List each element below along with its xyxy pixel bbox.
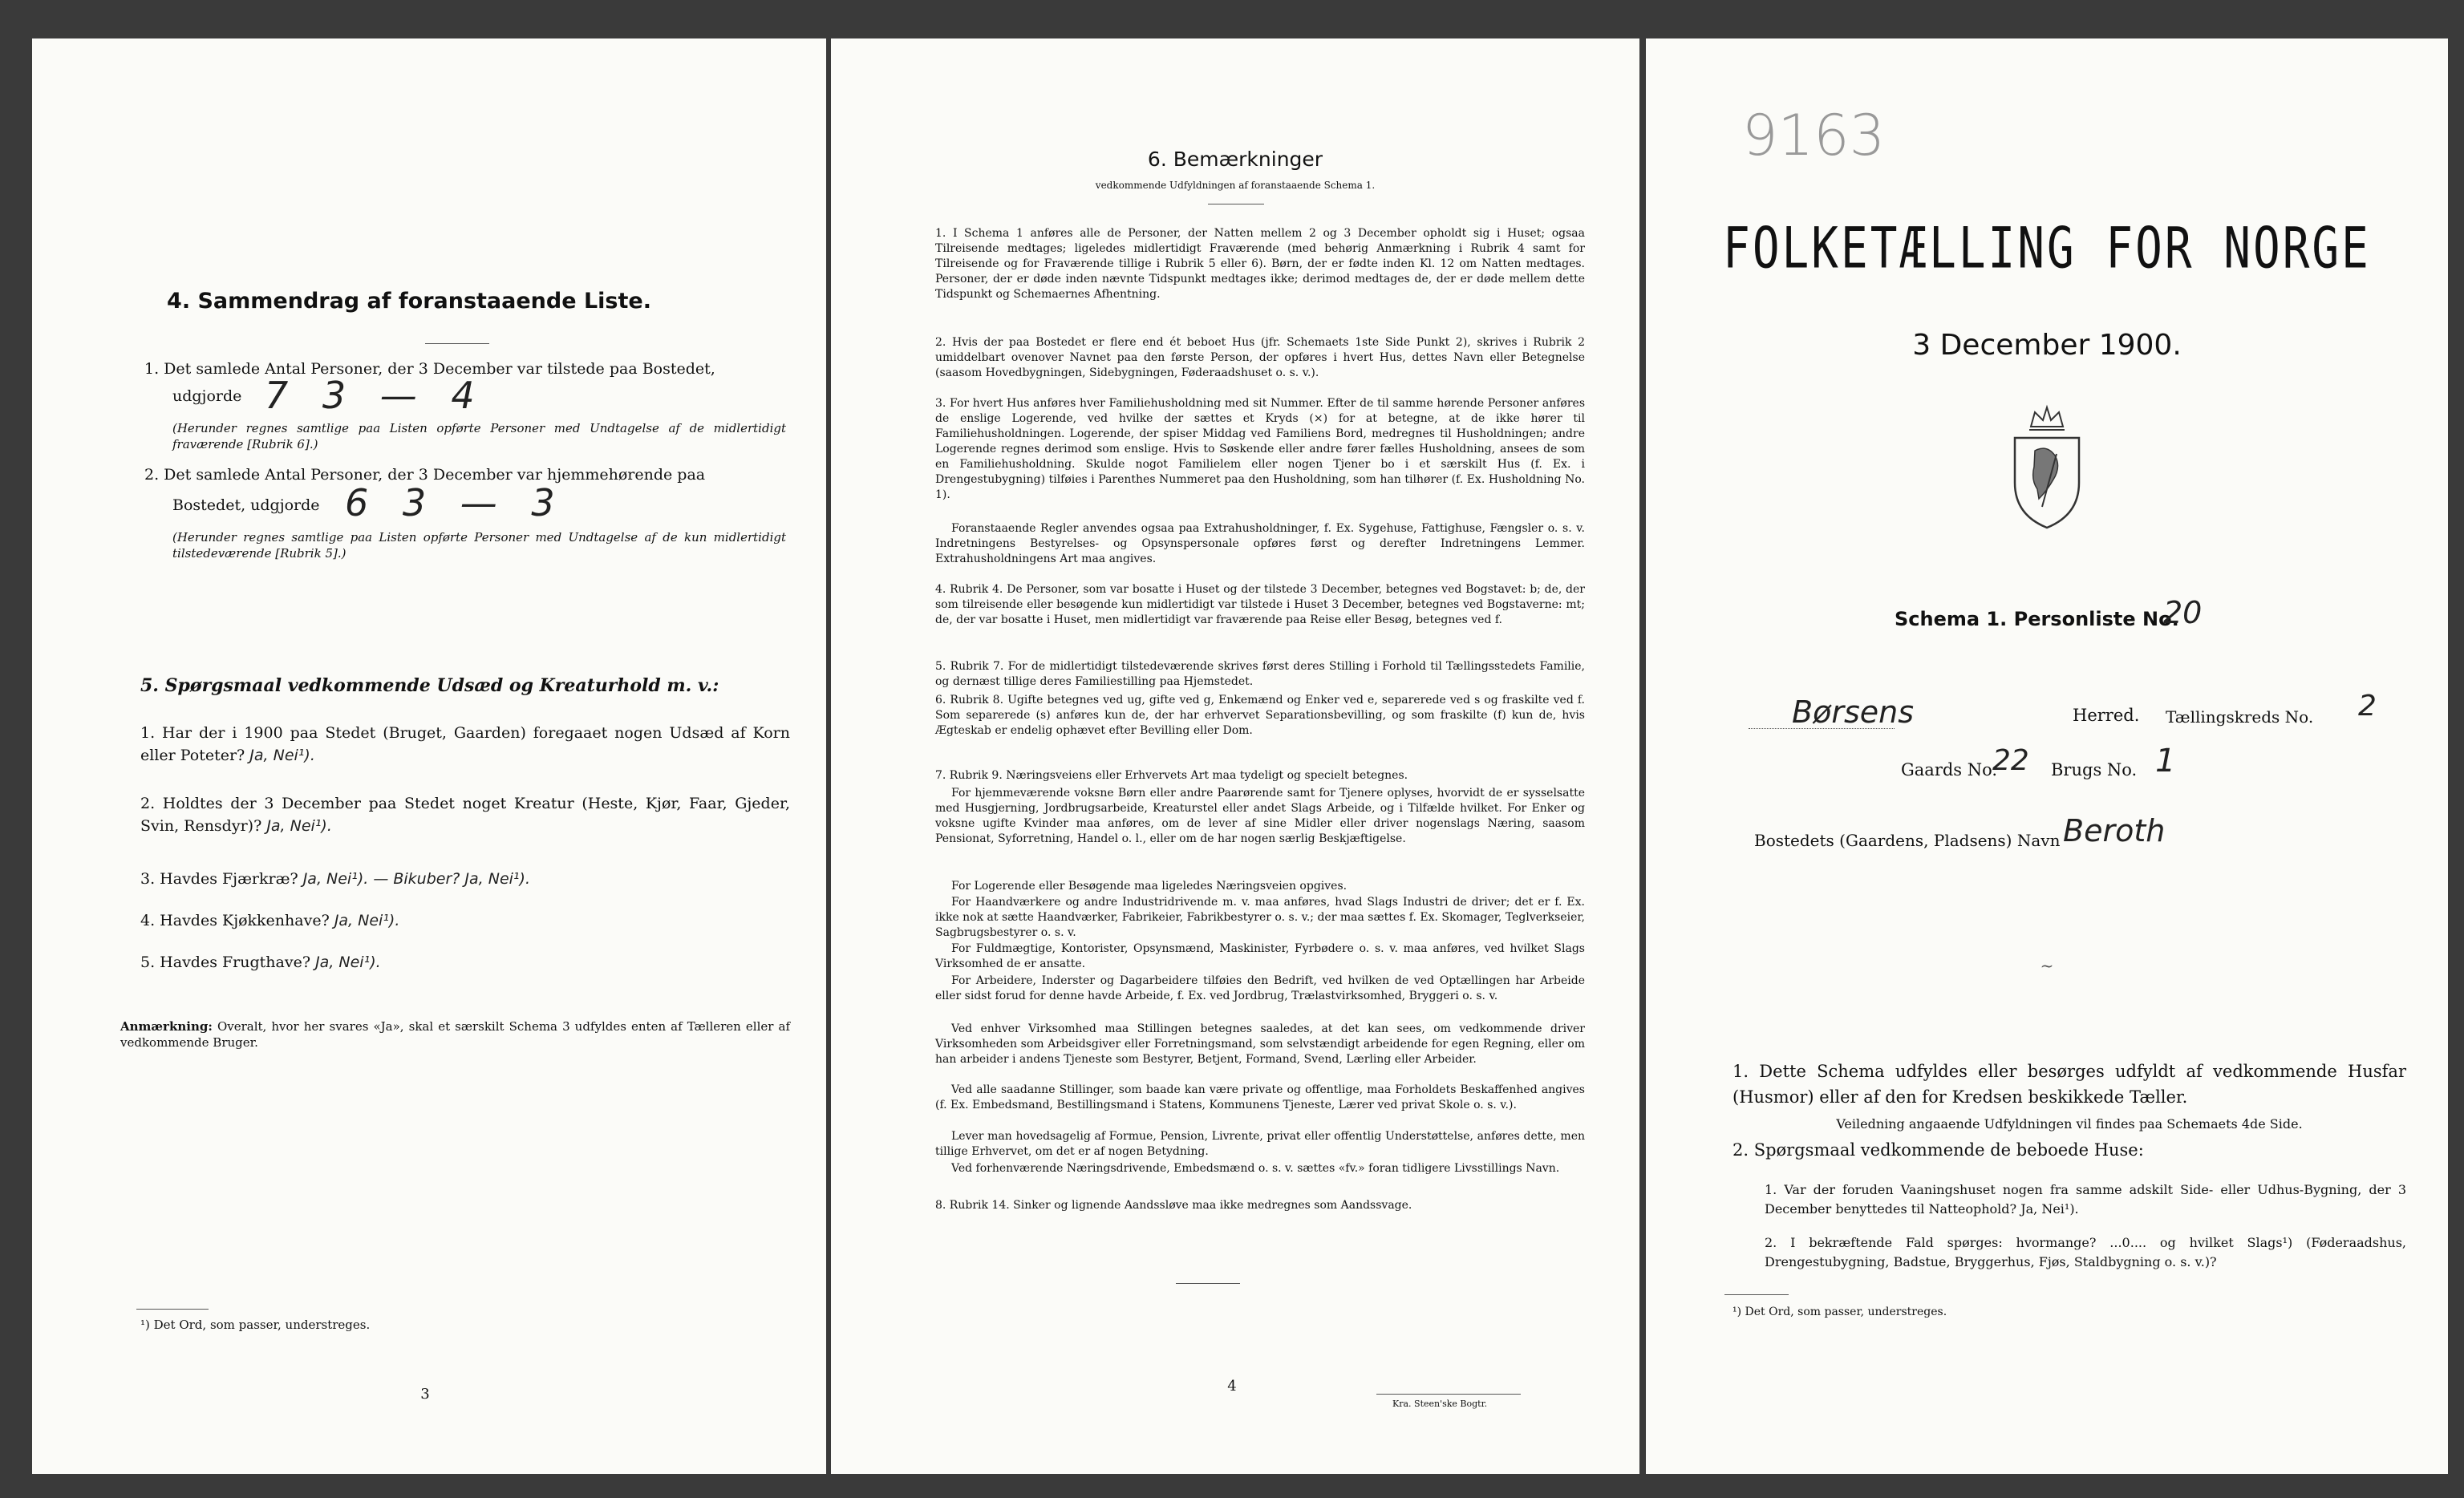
item-7-h: Lever man hovedsagelig af Formue, Pension, Livrente, privat eller offentlig Understøttelse, anføres dette, men tillige Erhvervet, om det er af nogen Betydning.	[935, 1130, 1585, 1158]
footnote-rule	[136, 1309, 209, 1310]
q5-4-answer: Ja, Nei¹).	[334, 912, 400, 929]
census-date: 3 December 1900.	[1912, 329, 2182, 362]
herred-name: Børsens	[1792, 694, 1914, 730]
main-title: FOLKETÆLLING FOR NORGE	[1723, 216, 2371, 282]
q2-text: 2. Det samlede Antal Personer, der 3 December var hjemmehørende paa	[144, 466, 706, 484]
q1-prefix: udgjorde	[172, 387, 242, 405]
divider	[425, 343, 489, 344]
page-3	[32, 38, 826, 1474]
q5-2: 2. Holdtes der 3 December paa Stedet noget Kreatur (Heste, Kjør, Faar, Gjeder, Svin, Rensdyr)? Ja, Nei¹).	[140, 795, 790, 835]
archive-number: 9163	[1742, 103, 1886, 168]
ornament: ~	[2040, 956, 2054, 975]
item-5: 5. Rubrik 7. For de midlertidigt tilstedeværende skrives først deres Stilling i Forhold til Tællingsstedets Familie, og dernæst tillige deres Familiestilling paa Hjemstedet.	[935, 660, 1585, 688]
item-7-b: For Logerende eller Besøgende maa ligeledes Næringsveien opgives.	[951, 880, 1348, 893]
q5-4: 4. Havdes Kjøkkenhave? Ja, Nei¹).	[140, 912, 400, 929]
q2-handwritten: 6 3 — 3	[345, 481, 566, 524]
item-7-c: For Haandværkere og andre Industridrivende m. v. maa anføres, hvad Slags Industri de driver; det er f. Ex. ikke nok at sætte Haandværker, Fabrikeier, Fabrikbestyrer o. s. v.; der maa sættes f. Ex. Skomager, Teglverkseier, Sagbrugsbestyrer o. s. v.	[935, 896, 1585, 939]
footnote-rule	[1724, 1294, 1789, 1295]
item-7-e: For Arbeidere, Inderster og Dagarbeidere tilføies den Bedrift, ved hvilken de ved Optællingen har Arbeide eller sidst forud for denne havde Arbeide, f. Ex. ved Jordbrug, Trælastvirksomhed, Bryggeri o. s. v.	[935, 974, 1585, 1002]
kreds-label: Tællingskreds No.	[2166, 707, 2314, 727]
q5-5-answer: Ja, Nei¹).	[315, 953, 381, 971]
brugs-number: 1	[2155, 743, 2176, 779]
section-4-title: 4. Sammendrag af foranstaaende Liste.	[167, 289, 651, 314]
instruction-1-sub: Veiledning angaaende Udfyldningen vil findes paa Schemaets 4de Side.	[1836, 1116, 2303, 1132]
instruction-2: 2. Spørgsmaal vedkommende de beboede Huse:	[1732, 1140, 2144, 1160]
q5-3-answer: Ja, Nei¹). — Bikuber? Ja, Nei¹).	[302, 870, 530, 888]
item-7-d: For Fuldmægtige, Kontorister, Opsynsmænd, Maskinister, Fyrbødere o. s. v. maa anføres, ved hvilket Slags Virksomhed de er ansatte.	[935, 942, 1585, 970]
coat-of-arms-icon	[2007, 403, 2087, 531]
q5-1: 1. Har der i 1900 paa Stedet (Bruget, Gaarden) foregaaet nogen Udsæd af Korn eller Poteter? Ja, Nei¹).	[140, 724, 790, 764]
anm-label: Anmærkning:	[120, 1019, 213, 1034]
item-3-extra: Foranstaaende Regler anvendes ogsaa paa Extrahusholdninger, f. Ex. Sygehuse, Fattighuse, Fængsler o. s. v. Indretningens Bestyrelses- og Opsynspersonale opføres først og derefter Indretningens Lemmer. Extrahusholdningens Art maa angives.	[935, 522, 1585, 565]
kreds-number: 2	[2358, 690, 2377, 723]
q2-note: (Herunder regnes samtlige paa Listen opførte Personer med Undtagelse af de kun midlertidigt tilstedeværende [Rubrik 5].)	[172, 530, 786, 561]
instruction-2-2: 2. I bekræftende Fald spørges: hvormange? ...0.... og hvilket Slags¹) (Føderaadshus, Drengestubygning, Badstue, Bryggerhus, Fjøs, Staldbygning o. s. v.)?	[1765, 1235, 2406, 1269]
q5-1-answer: Ja, Nei¹).	[249, 747, 315, 764]
q2-prefix: Bostedet, udgjorde	[172, 496, 320, 514]
q5-5: 5. Havdes Frugthave? Ja, Nei¹).	[140, 953, 381, 971]
schema-label: Schema 1. Personliste No.	[1895, 608, 2179, 630]
item-7-a: For hjemmeværende voksne Børn eller andre Paarørende samt for Tjenere oplyses, hvorvidt de er sysselsatte med Husgjerning, Jordbrugsarbeide, Kreaturstel eller andet Slags Arbeide, og i Tilfælde hvilket. For Enker og voksne ugifte Kvinder maa anføres, om de lever af sine Midler eller driver nogenslags Næring, saasom Pensionat, Syforretning, Handel o. l., eller om de har nogen særlig Beskjæftigelse.	[935, 787, 1585, 845]
page-1	[1646, 38, 2448, 1474]
q5-3: 3. Havdes Fjærkræ? Ja, Nei¹). — Bikuber? Ja, Nei¹).	[140, 870, 530, 888]
q1-handwritten: 7 3 — 4	[265, 374, 486, 417]
item-4: 4. Rubrik 4. De Personer, som var bosatte i Huset og der tilstede 3 December, betegnes ved Bogstavet: b; de, der som tilreisende eller besøgende kun midlertidigt var tilstede i Huset 3 December, betegnes ved Bogstaverne: mt; de, der var bosatte i Huset, men midlertidigt var fraværende paa Reise eller Besøg, betegnes ved f.	[935, 583, 1585, 626]
page-4	[831, 38, 1639, 1474]
gaards-label: Gaards No.	[1901, 760, 1998, 779]
item-2: 2. Hvis der paa Bostedet er flere end ét beboet Hus (jfr. Schemaets 1ste Side Punkt 2), skrives i Rubrik 2 umiddelbart ovenover Navnet paa den første Person, der opføres i hvert Hus, dettes Navn eller Betegnelse (saasom Hovedbygningen, Sidebygningen, Føderaadshuset o. s. v.).	[935, 336, 1585, 379]
brugs-label: Brugs No.	[2051, 760, 2138, 779]
footnote: ¹) Det Ord, som passer, understreges.	[1732, 1306, 1947, 1318]
item-7-g: Ved alle saadanne Stillinger, som baade kan være private og offentlige, maa Forholdets Beskaffenhed angives (f. Ex. Embedsmand, Bestillingsmand i Statens, Kommunens Tjeneste, Lærer ved privat Skole o. s. v.).	[935, 1083, 1585, 1111]
instruction-1: 1. Dette Schema udfyldes eller besørges udfyldt af vedkommende Husfar (Husmor) eller af den for Kredsen beskikkede Tæller.	[1732, 1062, 2406, 1107]
q1-note: (Herunder regnes samtlige paa Listen opførte Personer med Undtagelse af de midlertidigt fraværende [Rubrik 6].)	[172, 421, 786, 451]
page-number: 4	[1227, 1378, 1237, 1395]
page-number: 3	[420, 1386, 430, 1403]
item-7-i: Ved forhenværende Næringsdrivende, Embedsmænd o. s. v. sættes «fv.» foran tidligere Livsstillings Navn.	[951, 1162, 1560, 1175]
herred-label: Herred.	[2073, 706, 2140, 725]
item-8: 8. Rubrik 14. Sinker og lignende Aandssløve maa ikke medregnes som Aandssvage.	[935, 1199, 1412, 1212]
q1-text: 1. Det samlede Antal Personer, der 3 December var tilstede paa Bostedet,	[144, 360, 715, 378]
item-7: 7. Rubrik 9. Næringsveiens eller Erhvervets Art maa tydeligt og specielt betegnes.	[935, 769, 1408, 782]
item-6: 6. Rubrik 8. Ugifte betegnes ved ug, gifte ved g, Enkemænd og Enker ved e, separerede ved s og fraskilte ved f. Som separerede (s) anføres kun de, der har erhvervet Separationsbevilling, og som fraskilte (f) kun de, hvis Ægteskab er endelig ophævet efter Bevilling eller Dom.	[935, 694, 1585, 737]
bosted-label: Bostedets (Gaardens, Pladsens) Navn	[1754, 831, 2061, 850]
item-1: 1. I Schema 1 anføres alle de Personer, der Natten mellem 2 og 3 December opholdt sig i Huset; ogsaa Tilreisende medtages; ligeledes midlertidigt Fraværende (med behørig Anmærkning i Rubrik 4 samt for Tilreisende og for Fraværende tillige i Rubrik 5 eller 6). Børn, der er fødte inden Kl. 12 om Natten medtages. Personer, der er døde inden nævnte Tidspunkt medtages ikke; derimod medtages de, der er døde mellem dette Tidspunkt og Schemaernes Afhentning.	[935, 227, 1585, 301]
item-3: 3. For hvert Hus anføres hver Familiehusholdning med sit Nummer. Efter de til samme hørende Personer anføres de enslige Logerende, ved hvilke der sættes et Kryds (×) for at betegne, at de ikke hører til Familiehusholdningen. Logerende, der spiser Middag ved Familiens Bord, medregnes til Husholdningen; andre Logerende regnes derimod som enslige. Hvis to Søskende eller andre fører fælles Husholdning, ansees de som en Familiehusholdning. Skulde nogot Familielem eller nogen Tjener bo i et særskilt Hus (f. Ex. i Drengestubygning) tilføies i Parenthes Nummeret paa den Husholdning, som han tilhører (f. Ex. Husholdning No. 1).	[935, 397, 1585, 501]
instruction-2-1: 1. Var der foruden Vaaningshuset nogen fra samme adskilt Side- eller Udhus-Bygning, der 3 December benyttedes til Natteophold? Ja, Nei¹).	[1765, 1182, 2406, 1217]
printer: Kra. Steen'ske Bogtr.	[1392, 1399, 1488, 1409]
printer-rule	[1376, 1394, 1521, 1395]
q5-2-answer: Ja, Nei¹).	[266, 817, 332, 835]
item-7-f: Ved enhver Virksomhed maa Stillingen betegnes saaledes, at det kan sees, om vedkommende driver Virksomheden som Arbeidsgiver eller Forretningsmand, som selvstændigt arbeidende for egen Regning, eller om han arbeider i andens Tjeneste som Bestyrer, Betjent, Formand, Svend, Lærling eller Arbeider.	[935, 1022, 1585, 1066]
gaards-number: 22	[1992, 744, 2029, 777]
anmaerkning	[120, 1018, 790, 1051]
footnote: ¹) Det Ord, som passer, understreges.	[140, 1318, 371, 1332]
anm-text: Overalt, hvor her svares «Ja», skal et særskilt Schema 3 udfyldes enten af Tælleren eller af vedkommende Bruger.	[120, 1019, 790, 1050]
bosted-name: Beroth	[2063, 813, 2166, 848]
schema-number: 20	[2163, 595, 2203, 630]
divider	[1176, 1283, 1240, 1284]
bemaerkninger-title: 6. Bemærkninger	[1147, 148, 1323, 171]
section-5-title: 5. Spørgsmaal vedkommende Udsæd og Kreaturhold m. v.:	[140, 675, 719, 696]
bemaerkninger-subtitle: vedkommende Udfyldningen af foranstaaende Schema 1.	[1095, 180, 1376, 191]
